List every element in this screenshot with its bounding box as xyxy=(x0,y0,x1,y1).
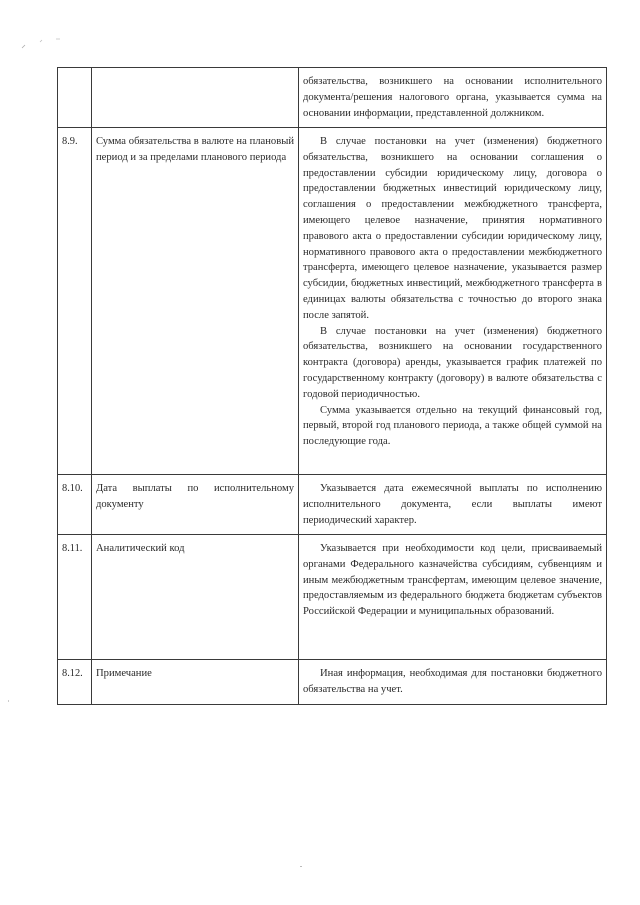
table-row xyxy=(58,660,607,705)
row-name: Примечание xyxy=(92,660,299,705)
row-number: 8.11. xyxy=(58,535,92,660)
row-name: Сумма обязательства в валюте на плановый период и за пределами планового периода xyxy=(92,128,299,475)
description-paragraph: Иная информация, необходимая для постановки бюджетного обязательства на учет. xyxy=(303,668,602,695)
requisites-table xyxy=(57,67,607,705)
row-number: 8.12. xyxy=(58,660,92,705)
description-paragraph: В случае постановки на учет (изменения) бюджетного обязательства, возникшего на основании соглашения о предоставлении субсидии юридическому лицу, договора о предоставлении бюджетных инвестиций юридическому лицу, соглашения о предоставлении межбюджетного трансферта, имеющего целевое назначение, принятия нормативного правового акта о предоставлении субсидии юридическому лицу, нормативного правового акта о предоставлении межбюджетного трансферта, имеющего целевое назначение, указывается размер субсидии, бюджетных инвестиций, межбюджетного трансферта в единицах валюты обязательства с точностью до второго знака после запятой. xyxy=(303,136,602,321)
row-number xyxy=(58,68,92,128)
description-paragraph: обязательства, возникшего на основании исполнительного документа/решения налогового органа, указывается сумма на основании информации, представленной должником. xyxy=(303,76,602,119)
row-number: 8.10. xyxy=(58,475,92,535)
row-name xyxy=(92,68,299,128)
scan-artifact-marks xyxy=(20,34,80,54)
row-name: Дата выплаты по исполнительному документу xyxy=(92,475,299,535)
table-row xyxy=(58,475,607,535)
row-name: Аналитический код xyxy=(92,535,299,660)
row-number: 8.9. xyxy=(58,128,92,475)
scan-speck xyxy=(300,866,302,867)
description-paragraph: Указывается при необходимости код цели, присваиваемый органами Федерального казначейства субсидиям, субвенциям и иным межбюджетным трансфертам, имеющим целевое значение, предоставляемым из федерального бюджета бюджетам субъектов Российской Федерации и муниципальных образований. xyxy=(303,543,602,618)
row-description xyxy=(299,475,607,535)
description-paragraph: Сумма указывается отдельно на текущий финансовый год, первый, второй год планового периода, а также общей суммой на последующие года. xyxy=(303,404,602,448)
row-description xyxy=(299,660,607,705)
scan-speck xyxy=(8,700,9,702)
table-row xyxy=(58,535,607,660)
table-row xyxy=(58,68,607,128)
row-description xyxy=(299,535,607,660)
description-paragraph: Указывается дата ежемесячной выплаты по исполнению исполнительного документа, если выплаты имеют периодический характер. xyxy=(303,483,602,526)
description-paragraph: В случае постановки на учет (изменения) бюджетного обязательства, возникшего на основании государственного контракта (договора) аренды, указывается график платежей по государственному контракту (договору) в валюте обязательства с годовой периодичностью. xyxy=(303,325,602,400)
table-row xyxy=(58,128,607,475)
row-description xyxy=(299,68,607,128)
row-description xyxy=(299,128,607,475)
